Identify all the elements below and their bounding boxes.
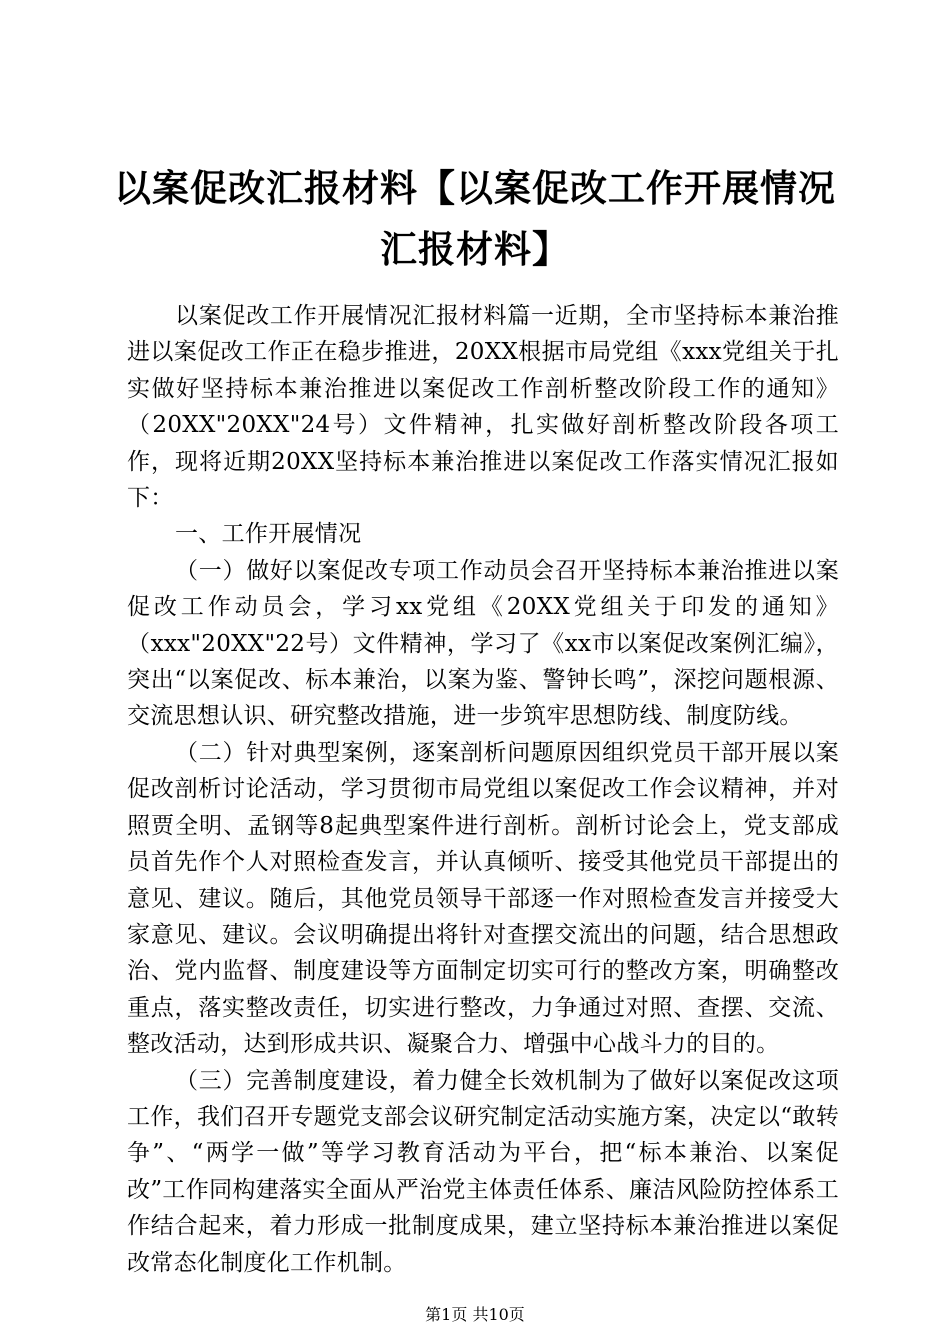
paragraph-section-2: （二）针对典型案例，逐案剖析问题原因组织党员干部开展以案促改剖析讨论活动，学习贯彻市局党组以案促改工作会议精神，并对照贾全明、孟钢等8起典型案件进行剖析。剖析讨论会上，党支部成员首先作个人对照检查发言，并认真倾听、接受其他党员干部提出的意见、建议。随后，其他党员领导干部逐一作对照检查发言并接受大家意见、建议。会议明确提出将针对查摆交流出的问题，结合思想政治、党内监督、制度建设等方面制定切实可行的整改方案，明确整改重点，落实整改责任，切实进行整改，力争通过对照、查摆、交流、整改活动，达到形成共识、凝聚合力、增强中心战斗力的目的。: [127, 739, 839, 1058]
document-title: 以案促改汇报材料【以案促改工作开展情况汇报材料】: [114, 166, 836, 271]
paragraph-section-1: （一）做好以案促改专项工作动员会召开坚持标本兼治推进以案促改工作动员会，学习xx党组《20XX党组关于印发的通知》（xxx"20XX"22号）文件精神，学习了《xx市以案促改案例汇编》，突出“以案促改、标本兼治，以案为鉴、警钟长鸣”，深挖问题根源、交流思想认识、研究整改措施，进一步筑牢思想防线、制度防线。: [127, 557, 839, 730]
paragraph-section-3: （三）完善制度建设，着力健全长效机制为了做好以案促改这项工作，我们召开专题党支部会议研究制定活动实施方案，决定以“敢转争”、“两学一做”等学习教育活动为平台，把“标本兼治、以案促改”工作同构建落实全面从严治党主体责任体系、廉洁风险防控体系工作结合起来，着力形成一批制度成果，建立坚持标本兼治推进以案促改常态化制度化工作机制。: [127, 1067, 839, 1276]
document-body: [127, 298, 839, 1281]
section-heading: 一、工作开展情况: [175, 521, 362, 548]
page-footer: 第1页 共10页: [425, 1305, 525, 1324]
paragraph-intro: 以案促改工作开展情况汇报材料篇一近期，全市坚持标本兼治推进以案促改工作正在稳步推进，20XX根据市局党组《xxx党组关于扎实做好坚持标本兼治推进以案促改工作剖析整改阶段工作的通知》（20XX"20XX"24号）文件精神，扎实做好剖析整改阶段各项工作，现将近期20XX坚持标本兼治推进以案促改工作落实情况汇报如下：: [127, 303, 839, 512]
